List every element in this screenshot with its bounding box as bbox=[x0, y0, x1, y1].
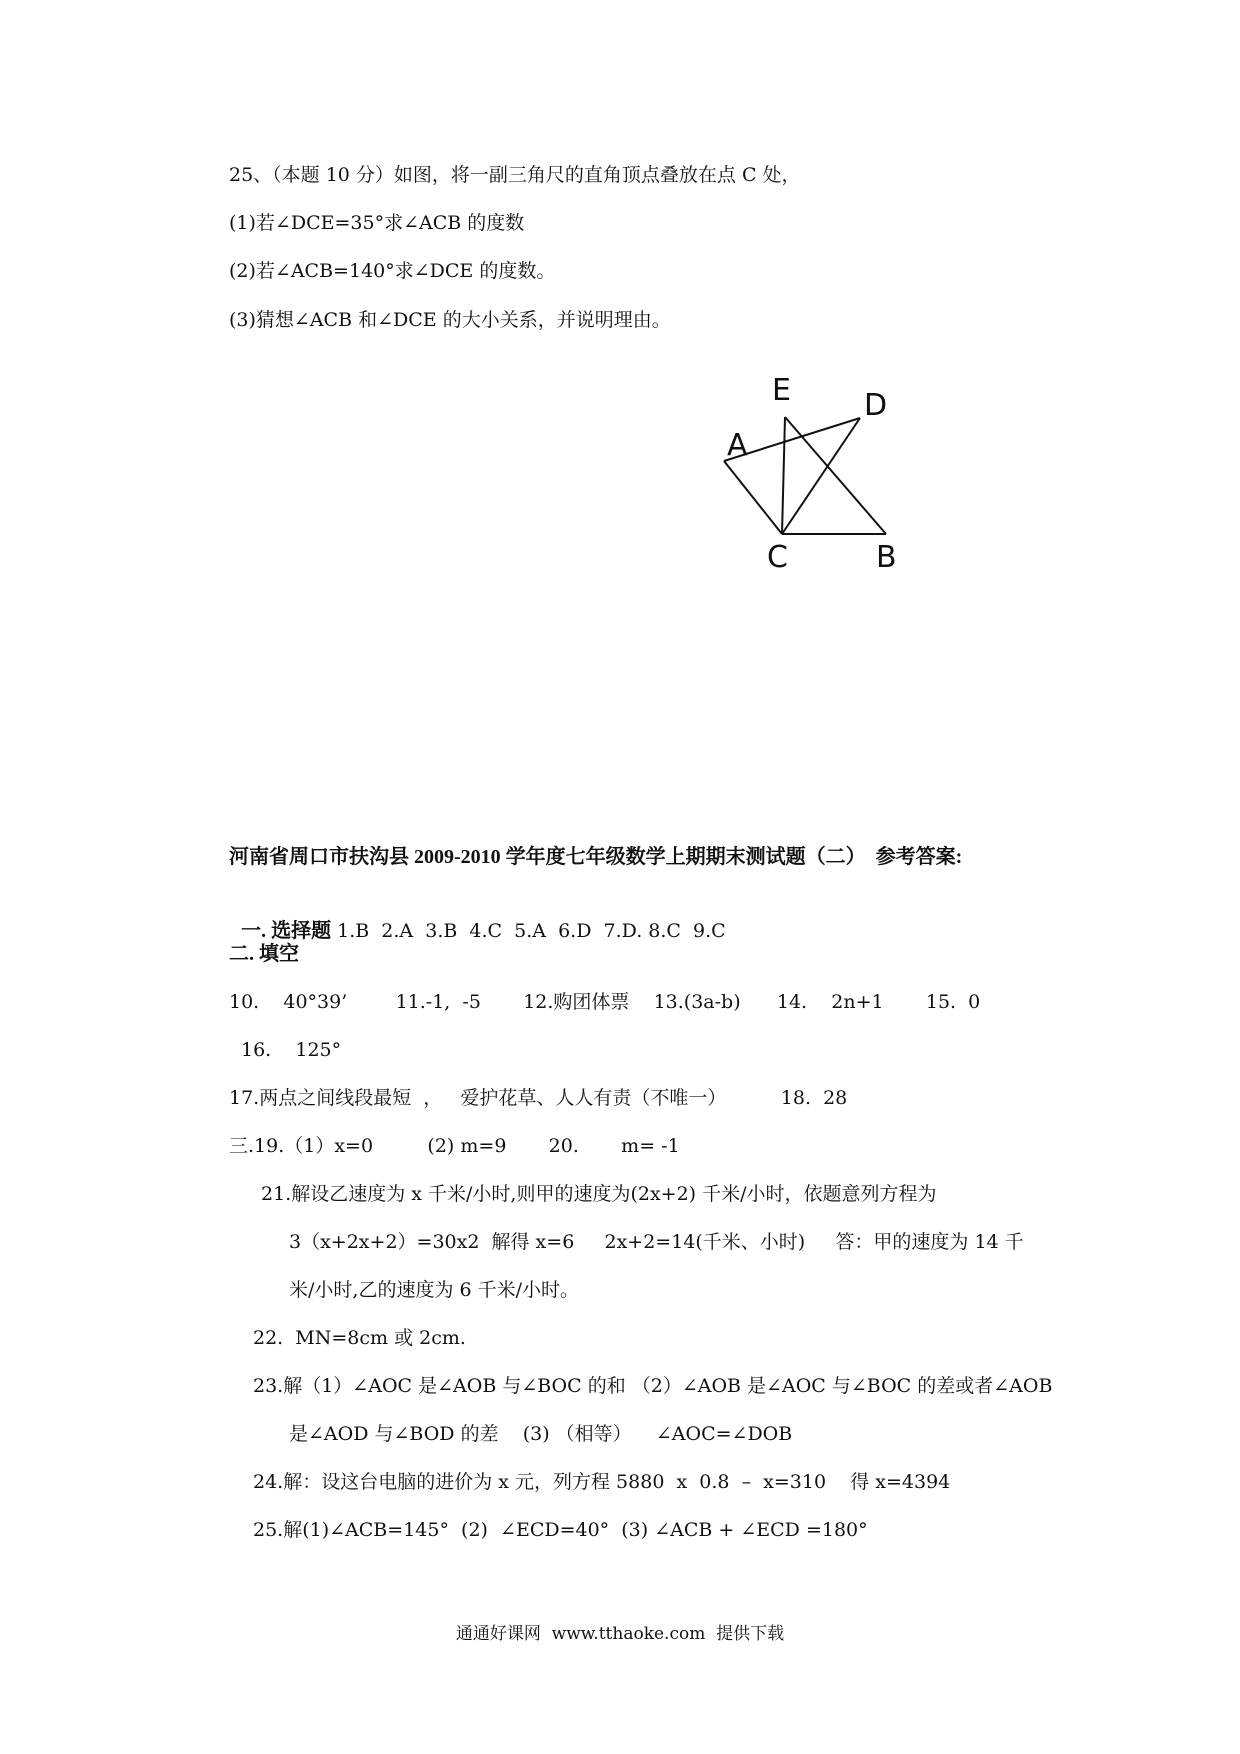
answer-21-line-3: 米/小时,乙的速度为 6 千米/小时。 bbox=[289, 1279, 580, 1301]
question-part-2: (2)若∠ACB=140°求∠DCE 的度数。 bbox=[229, 260, 556, 282]
label-A: A bbox=[727, 428, 748, 463]
answer-25: 25.解(1)∠ACB=145° (2) ∠ECD=40° (3) ∠ACB + ∠ECD =180° bbox=[253, 1519, 868, 1541]
fill-line-3: 17.两点之间线段最短 ， 爱护花草、人人有责（不唯一） 18. 28 bbox=[229, 1087, 848, 1109]
segment-EB bbox=[785, 417, 886, 534]
label-E: E bbox=[772, 373, 791, 408]
section3-line-1: 三.19.（1）x=0 (2) m=9 20. m= -1 bbox=[229, 1135, 680, 1157]
segment-EC bbox=[782, 417, 785, 534]
page-footer: 通通好课网 www.tthaoke.com 提供下载 bbox=[455, 1624, 785, 1644]
answer-23-line-1: 23.解（1）∠AOC 是∠AOB 与∠BOC 的和 （2）∠AOB 是∠AOC 与∠BOC 的差或者∠AOB bbox=[253, 1375, 1053, 1397]
segment-AC bbox=[724, 461, 782, 534]
answer-24: 24.解：设这台电脑的进价为 x 元，列方程 5880 x 0.8 – x=310 得 x=4394 bbox=[253, 1471, 951, 1493]
section2-title: 二. 填空 bbox=[229, 943, 299, 965]
question-title: 25、（本题 10 分）如图，将一副三角尺的直角顶点叠放在点 C 处， bbox=[229, 164, 801, 186]
section1-title: 一. 选择题 bbox=[241, 920, 332, 942]
label-C: C bbox=[767, 540, 788, 575]
question-part-3: (3)猜想∠ACB 和∠DCE 的大小关系，并说明理由。 bbox=[229, 309, 671, 331]
answer-21-line-1: 21.解设乙速度为 x 千米/小时,则甲的速度为(2x+2) 千米/小时，依题意列方程为 bbox=[261, 1183, 937, 1205]
answers-heading: 河南省周口市扶沟县 2009-2010 学年度七年级数学上期期末测试题（二） 参考答案: bbox=[229, 846, 963, 868]
fill-line-1: 10. 40°39’ 11.-1, -5 12.购团体票 13.(3a-b) 14. 2n+1 15. 0 bbox=[229, 991, 981, 1013]
segment-CD bbox=[782, 418, 860, 534]
question-part-1: (1)若∠DCE=35°求∠ACB 的度数 bbox=[229, 212, 525, 234]
section1-answers: 1.B 2.A 3.B 4.C 5.A 6.D 7.D. 8.C 9.C bbox=[331, 920, 726, 942]
fill-line-2: 16. 125° bbox=[241, 1039, 342, 1061]
triangle-rulers-figure bbox=[700, 370, 940, 580]
answer-23-line-2: 是∠AOD 与∠BOD 的差 (3) （相等） ∠AOC=∠DOB bbox=[289, 1423, 793, 1445]
label-D: D bbox=[864, 388, 888, 423]
answer-22: 22. MN=8cm 或 2cm. bbox=[253, 1327, 466, 1349]
answer-21-line-2: 3（x+2x+2）=30x2 解得 x=6 2x+2=14(千米、小时) 答：甲的速度为 14 千 bbox=[289, 1231, 1024, 1253]
label-B: B bbox=[876, 540, 897, 575]
section1-line bbox=[229, 892, 726, 944]
